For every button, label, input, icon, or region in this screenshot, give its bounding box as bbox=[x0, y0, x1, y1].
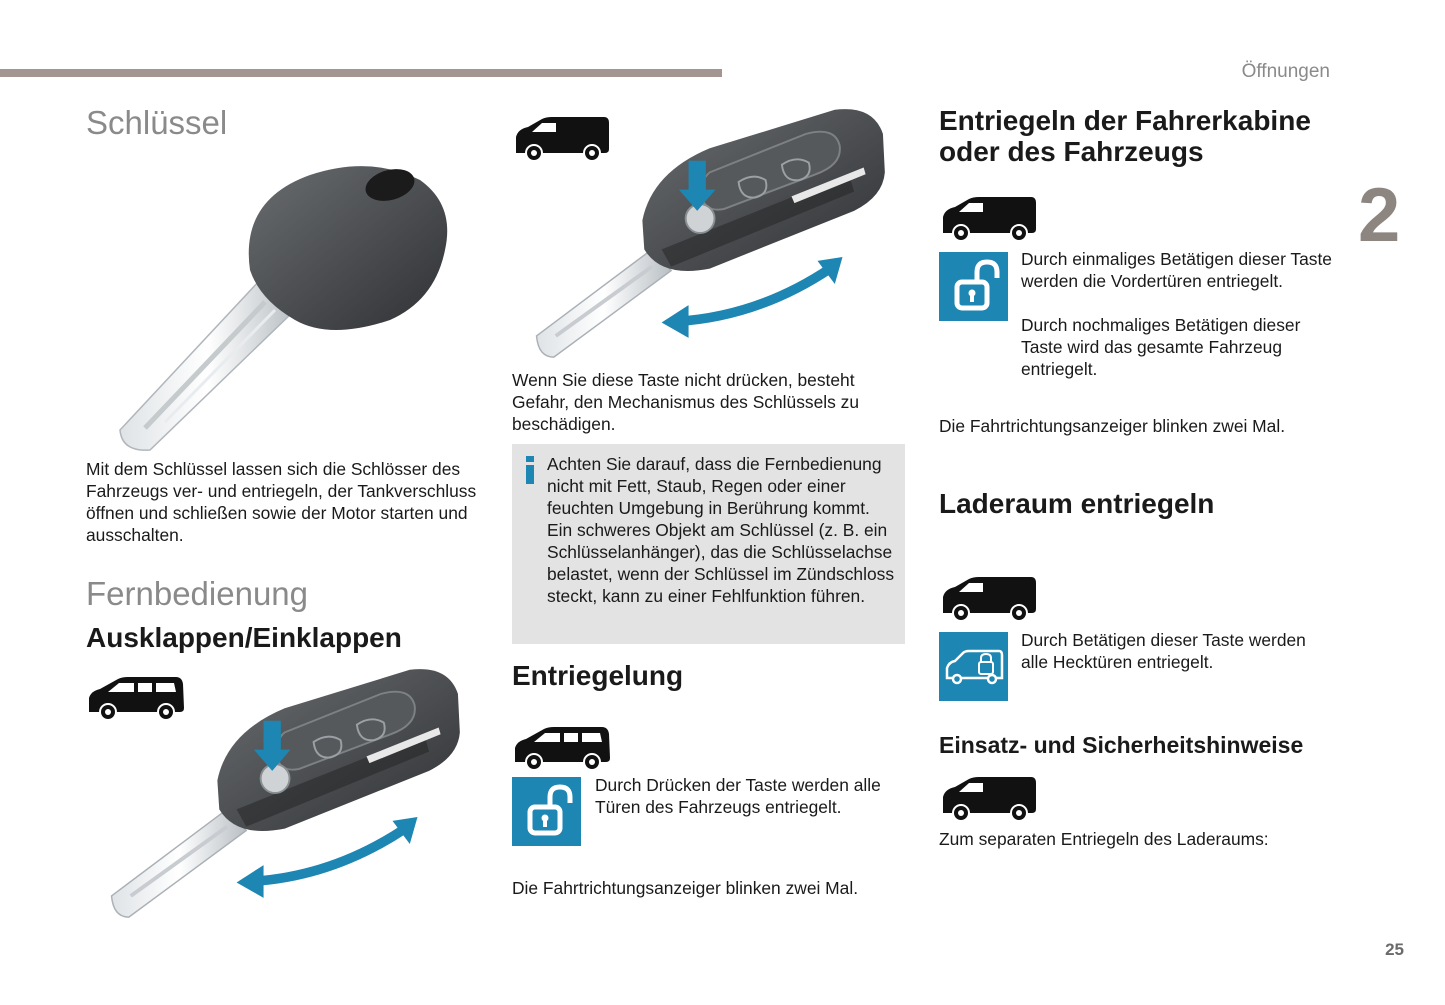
cab-text-first: Durch einmaliges Betätigen dieser Taste werden die Vordertüren entriegelt. bbox=[1021, 249, 1332, 291]
unlock-icon bbox=[512, 777, 581, 846]
unlock-description: Durch Drücken der Taste werden alle Türen des Fahrzeugs entriegelt. bbox=[595, 775, 881, 817]
page-number: 25 bbox=[1385, 940, 1404, 959]
cargo-title: Laderaum entriegeln bbox=[939, 488, 1215, 519]
safety-title: Einsatz- und Sicherheitshinweise bbox=[939, 732, 1304, 758]
cab-title: Entriegeln der Fahrerkabine oder des Fahrzeugs bbox=[939, 105, 1311, 167]
blade-key-icon bbox=[110, 160, 455, 455]
cab-text-second: Durch nochmaliges Betätigen dieser Taste wird das gesamte Fahrzeug entriegelt. bbox=[1021, 315, 1301, 379]
key-description: Mit dem Schlüssel lassen sich die Schlösser des Fahrzeugs ver- und entriegeln, der Tankverschluss öffnen und schließen sowie der Motor starten und ausschalten. bbox=[86, 459, 477, 545]
info-text: Achten Sie darauf, dass die Fernbedienung nicht mit Fett, Staub, Regen oder einer feuchten Umgebung in Berührung kommt. Ein schweres Objekt am Schlüssel (z. B. ein Schlüsselanhänger), das die Schlüsselachse belastet, wenn der Schlüssel im Zündschloss steckt, kann zu einer Fehlfunktion führen. bbox=[547, 454, 895, 606]
flip-key-icon bbox=[85, 665, 470, 920]
mpv-icon bbox=[512, 724, 614, 772]
warning-text: Wenn Sie diese Taste nicht drücken, besteht Gefahr, den Mechanismus des Schlüssels zu beschädigen. bbox=[512, 370, 860, 434]
safety-text: Zum separaten Entriegeln des Laderaums: bbox=[939, 829, 1269, 849]
van-icon bbox=[939, 575, 1041, 623]
section-label: Öffnungen bbox=[1241, 61, 1330, 82]
cab-blink-note: Die Fahrtrichtungsanzeiger blinken zwei Mal. bbox=[939, 416, 1286, 436]
unlock-blink-note: Die Fahrtrichtungsanzeiger blinken zwei Mal. bbox=[512, 878, 859, 898]
flip-key-icon bbox=[510, 105, 895, 360]
cargo-unlock-icon bbox=[939, 632, 1008, 701]
top-rule bbox=[0, 69, 722, 77]
key-title: Schlüssel bbox=[86, 104, 228, 141]
chapter-number: 2 bbox=[1358, 173, 1401, 258]
unlock-icon bbox=[939, 252, 1008, 321]
fold-title: Ausklappen/Einklappen bbox=[86, 622, 402, 653]
van-icon bbox=[939, 775, 1041, 823]
cargo-description: Durch Betätigen dieser Taste werden alle Hecktüren entriegelt. bbox=[1021, 630, 1306, 672]
unlock-title: Entriegelung bbox=[512, 660, 684, 691]
van-icon bbox=[939, 195, 1041, 243]
info-icon bbox=[525, 456, 535, 484]
remote-title: Fernbedienung bbox=[86, 575, 309, 612]
